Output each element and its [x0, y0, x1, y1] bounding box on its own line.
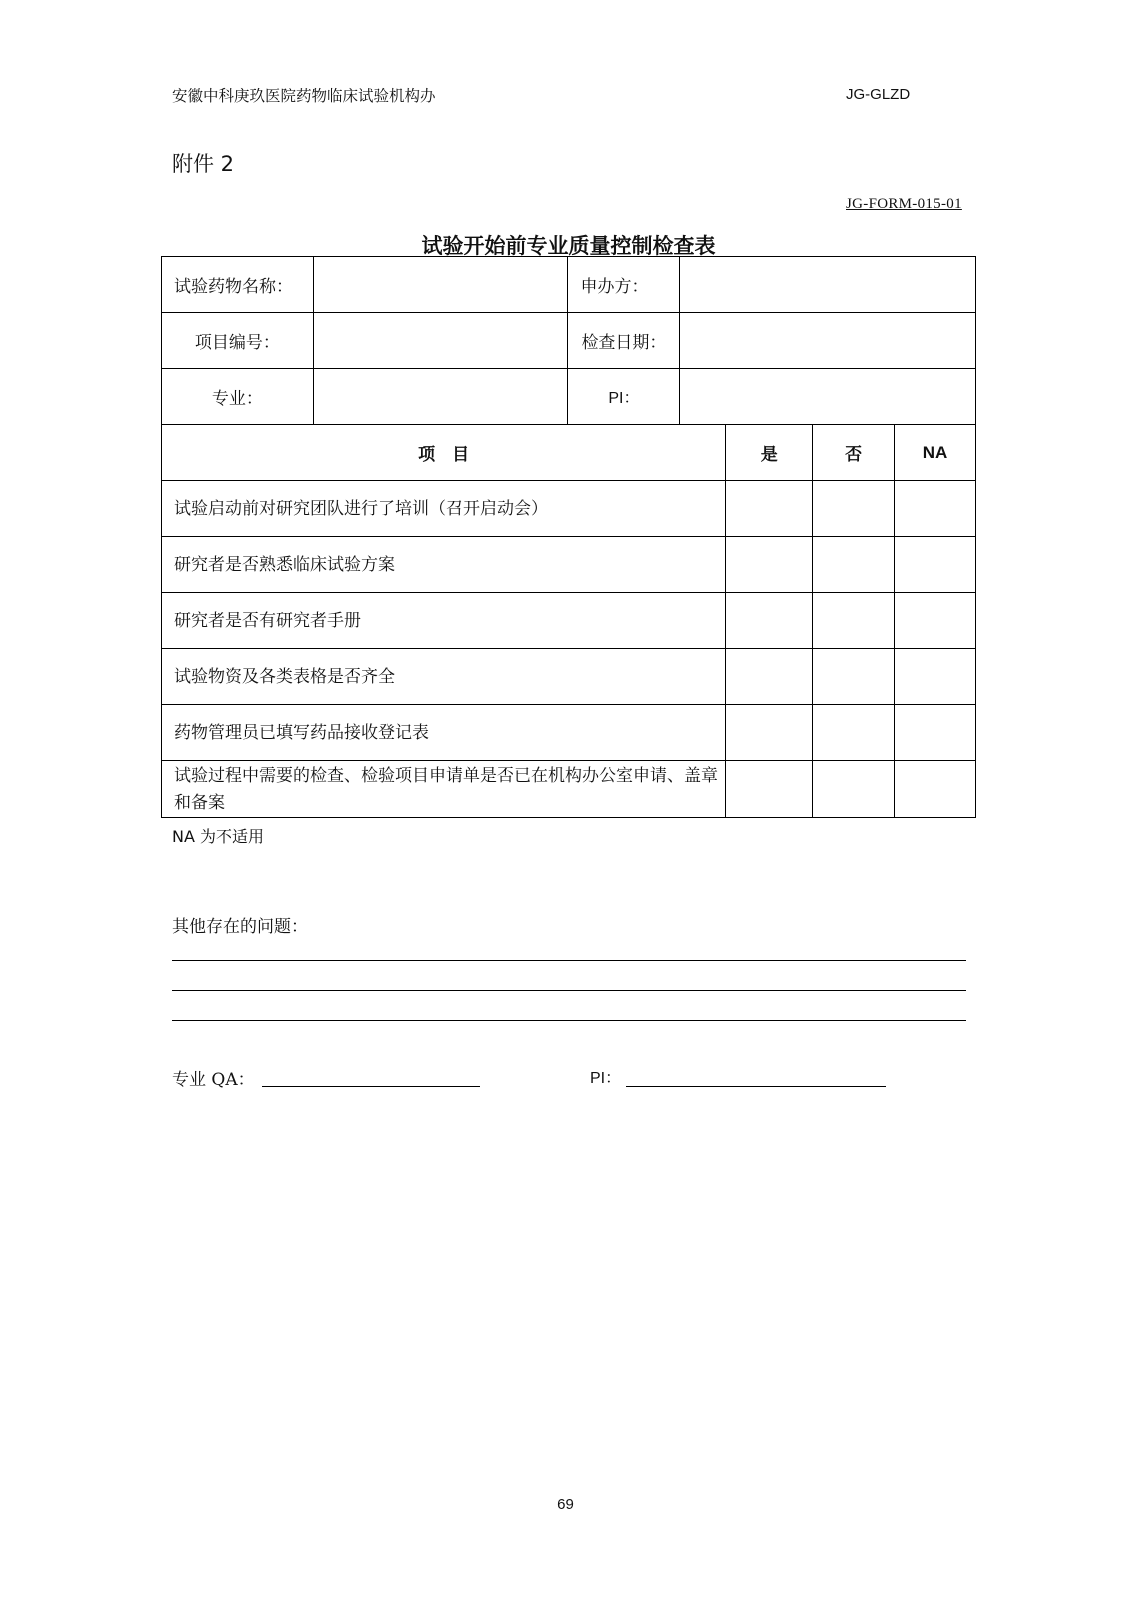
- checklist-table: [161, 424, 976, 818]
- no-cell[interactable]: [813, 705, 895, 761]
- sponsor-field[interactable]: [680, 257, 976, 313]
- info-row: [162, 369, 976, 425]
- yes-cell[interactable]: [726, 481, 813, 537]
- no-cell[interactable]: [813, 761, 895, 818]
- project-no-field[interactable]: [313, 313, 568, 369]
- checklist-row: [162, 761, 976, 818]
- form-number: JG-FORM-015-01: [846, 196, 962, 212]
- checklist-header-row: [162, 425, 976, 481]
- checklist-item: 试验物资及各类表格是否齐全: [162, 649, 726, 705]
- qa-signature-line[interactable]: [262, 1086, 480, 1087]
- checklist-row: [162, 593, 976, 649]
- checklist-item: 试验过程中需要的检查、检验项目申请单是否已在机构办公室申请、盖章和备案: [162, 761, 726, 818]
- no-cell[interactable]: [813, 593, 895, 649]
- yes-cell[interactable]: [726, 705, 813, 761]
- answer-line[interactable]: [172, 960, 966, 961]
- header-code: JG-GLZD: [846, 86, 911, 103]
- form-title: 试验开始前专业质量控制检查表: [421, 234, 716, 258]
- na-cell[interactable]: [895, 481, 976, 537]
- checklist-item: 研究者是否有研究者手册: [162, 593, 726, 649]
- drug-name-field[interactable]: [313, 257, 568, 313]
- qa-signature-label: 专业 QA：: [172, 1070, 255, 1090]
- yes-cell[interactable]: [726, 593, 813, 649]
- sponsor-label: 申办方：: [568, 257, 680, 313]
- no-cell[interactable]: [813, 481, 895, 537]
- header-institution: 安徽中科庚玖医院药物临床试验机构办: [172, 87, 436, 105]
- na-cell[interactable]: [895, 537, 976, 593]
- no-cell[interactable]: [813, 537, 895, 593]
- yes-cell[interactable]: [726, 649, 813, 705]
- info-row: [162, 257, 976, 313]
- na-note: NA 为不适用: [172, 827, 265, 846]
- pi-signature-line[interactable]: [626, 1086, 886, 1087]
- checklist-item: 药物管理员已填写药品接收登记表: [162, 705, 726, 761]
- na-cell[interactable]: [895, 649, 976, 705]
- item-header: 项 目: [162, 425, 726, 481]
- na-cell[interactable]: [895, 705, 976, 761]
- na-cell[interactable]: [895, 593, 976, 649]
- checklist-row: [162, 481, 976, 537]
- attachment-label: 附件 2: [172, 152, 235, 176]
- na-header: NA: [895, 425, 976, 481]
- checklist-row: [162, 537, 976, 593]
- checklist-row: [162, 705, 976, 761]
- page-number: 69: [557, 1496, 574, 1513]
- check-date-field[interactable]: [680, 313, 976, 369]
- other-issues-label: 其他存在的问题：: [172, 917, 308, 937]
- checklist-item: 试验启动前对研究团队进行了培训（召开启动会）: [162, 481, 726, 537]
- answer-line[interactable]: [172, 990, 966, 991]
- yes-cell[interactable]: [726, 761, 813, 818]
- specialty-field[interactable]: [313, 369, 568, 425]
- no-header: 否: [813, 425, 895, 481]
- na-cell[interactable]: [895, 761, 976, 818]
- yes-cell[interactable]: [726, 537, 813, 593]
- info-table: [161, 256, 976, 425]
- info-row: [162, 313, 976, 369]
- yes-header: 是: [726, 425, 813, 481]
- pi-field[interactable]: [680, 369, 976, 425]
- pi-label: PI：: [568, 369, 680, 425]
- specialty-label: 专业：: [162, 369, 314, 425]
- answer-line[interactable]: [172, 1020, 966, 1021]
- drug-name-label: 试验药物名称：: [162, 257, 314, 313]
- project-no-label: 项目编号：: [162, 313, 314, 369]
- pi-signature-label: PI：: [590, 1070, 622, 1087]
- check-date-label: 检查日期：: [568, 313, 680, 369]
- checklist-row: [162, 649, 976, 705]
- checklist-item: 研究者是否熟悉临床试验方案: [162, 537, 726, 593]
- no-cell[interactable]: [813, 649, 895, 705]
